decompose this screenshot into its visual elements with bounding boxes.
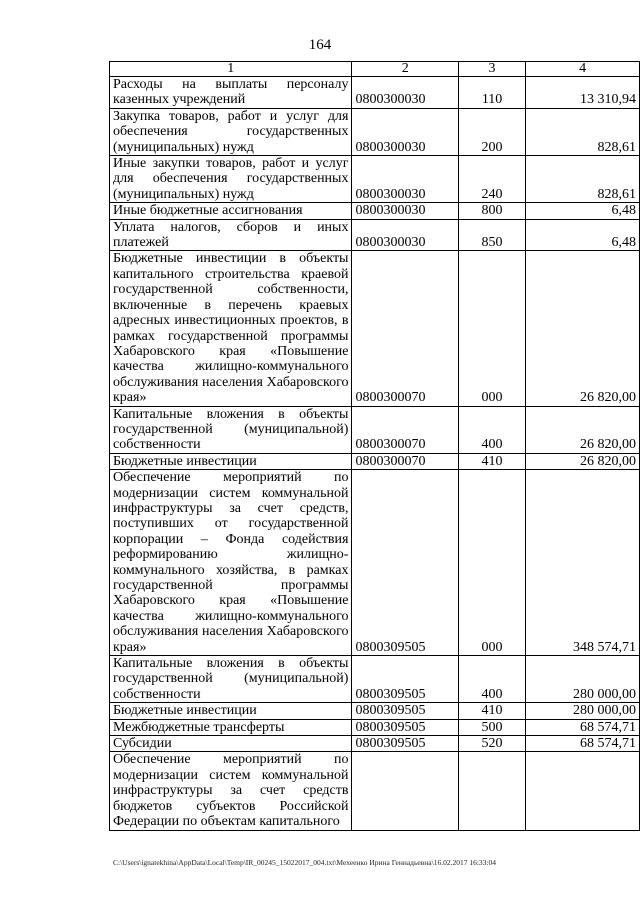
table-header-row bbox=[110, 62, 640, 77]
row-code: 0800309505 bbox=[352, 703, 458, 719]
row-name: Бюджетные инвестиции bbox=[110, 453, 352, 469]
header-col-2: 2 bbox=[352, 62, 458, 77]
row-name: Бюджетные инвестиции bbox=[110, 703, 352, 719]
table-row bbox=[110, 251, 640, 406]
row-type: 850 bbox=[458, 219, 525, 251]
row-type: 400 bbox=[458, 656, 525, 703]
row-amount: 280 000,00 bbox=[526, 656, 640, 703]
table-row bbox=[110, 203, 640, 219]
table-row bbox=[110, 719, 640, 735]
row-name: Обеспечение мероприятий по модернизации систем коммунальной инфраструктуры за счет средств, поступивших от государственной корпорации – Фонда содействия реформированию жилищно-коммунального хозяйства, в рамках государственной программы Хабаровского края «Повышение качества жилищно-коммунального обслуживания населения Хабаровского края» bbox=[110, 470, 352, 656]
row-code: 0800300030 bbox=[352, 77, 458, 109]
row-name: Уплата налогов, сборов и иных платежей bbox=[110, 219, 352, 251]
row-amount: 26 820,00 bbox=[526, 406, 640, 453]
row-code bbox=[352, 752, 458, 830]
footer-file-path: C:\Users\ignatekhina\AppData\Local\Temp\IR_00245_15022017_004.txt\Мехеенко Ирина Геннадьевна\16.02.2017 16:33:04 bbox=[113, 858, 496, 867]
row-name: Бюджетные инвестиции в объекты капитального строительства краевой государственной собственности, включенные в перечень краевых адресных инвестиционных проектов, в рамках государственной программы Хабаровского края «Повышение качества жилищно-коммунального обслуживания населения Хабаровского края» bbox=[110, 251, 352, 406]
row-type: 410 bbox=[458, 453, 525, 469]
table-row bbox=[110, 703, 640, 719]
row-code: 0800300030 bbox=[352, 203, 458, 219]
row-type: 000 bbox=[458, 470, 525, 656]
row-name: Капитальные вложения в объекты государственной (муниципальной) собственности bbox=[110, 406, 352, 453]
row-type: 200 bbox=[458, 108, 525, 155]
row-code: 0800309505 bbox=[352, 736, 458, 752]
row-code: 0800300030 bbox=[352, 108, 458, 155]
table-row bbox=[110, 470, 640, 656]
row-amount: 6,48 bbox=[526, 219, 640, 251]
row-code: 0800300070 bbox=[352, 406, 458, 453]
header-col-4: 4 bbox=[526, 62, 640, 77]
row-type: 410 bbox=[458, 703, 525, 719]
row-name: Иные закупки товаров, работ и услуг для обеспечения государственных (муниципальных) нужд bbox=[110, 156, 352, 203]
table-row bbox=[110, 406, 640, 453]
row-amount: 68 574,71 bbox=[526, 736, 640, 752]
table-row bbox=[110, 219, 640, 251]
row-name: Обеспечение мероприятий по модернизации систем коммунальной инфраструктуры за счет средств бюджетов субъектов Российской Федерации по объектам капитального bbox=[110, 752, 352, 830]
row-type: 400 bbox=[458, 406, 525, 453]
row-name: Межбюджетные трансферты bbox=[110, 719, 352, 735]
row-amount: 828,61 bbox=[526, 108, 640, 155]
row-code: 0800309505 bbox=[352, 719, 458, 735]
row-amount: 6,48 bbox=[526, 203, 640, 219]
row-type: 110 bbox=[458, 77, 525, 109]
row-name: Субсидии bbox=[110, 736, 352, 752]
row-name: Капитальные вложения в объекты государственной (муниципальной) собственности bbox=[110, 656, 352, 703]
row-type: 520 bbox=[458, 736, 525, 752]
row-name: Расходы на выплаты персоналу казенных учреждений bbox=[110, 77, 352, 109]
table-row bbox=[110, 77, 640, 109]
page-number: 164 bbox=[308, 37, 332, 53]
row-code: 0800300030 bbox=[352, 219, 458, 251]
table-row bbox=[110, 156, 640, 203]
row-type: 240 bbox=[458, 156, 525, 203]
table-row bbox=[110, 453, 640, 469]
row-amount: 26 820,00 bbox=[526, 251, 640, 406]
table-row bbox=[110, 656, 640, 703]
row-type: 800 bbox=[458, 203, 525, 219]
table-row bbox=[110, 108, 640, 155]
table-row bbox=[110, 736, 640, 752]
row-name: Закупка товаров, работ и услуг для обеспечения государственных (муниципальных) нужд bbox=[110, 108, 352, 155]
row-amount: 13 310,94 bbox=[526, 77, 640, 109]
row-code: 0800309505 bbox=[352, 470, 458, 656]
row-amount: 26 820,00 bbox=[526, 453, 640, 469]
row-code: 0800300070 bbox=[352, 251, 458, 406]
row-code: 0800300070 bbox=[352, 453, 458, 469]
row-type bbox=[458, 752, 525, 830]
row-amount: 828,61 bbox=[526, 156, 640, 203]
row-amount: 68 574,71 bbox=[526, 719, 640, 735]
budget-table bbox=[109, 61, 640, 831]
table-row bbox=[110, 752, 640, 830]
row-amount bbox=[526, 752, 640, 830]
row-type: 500 bbox=[458, 719, 525, 735]
header-col-1: 1 bbox=[110, 62, 352, 77]
header-col-3: 3 bbox=[458, 62, 525, 77]
row-code: 0800300030 bbox=[352, 156, 458, 203]
row-amount: 280 000,00 bbox=[526, 703, 640, 719]
row-amount: 348 574,71 bbox=[526, 470, 640, 656]
row-code: 0800309505 bbox=[352, 656, 458, 703]
row-type: 000 bbox=[458, 251, 525, 406]
row-name: Иные бюджетные ассигнования bbox=[110, 203, 352, 219]
